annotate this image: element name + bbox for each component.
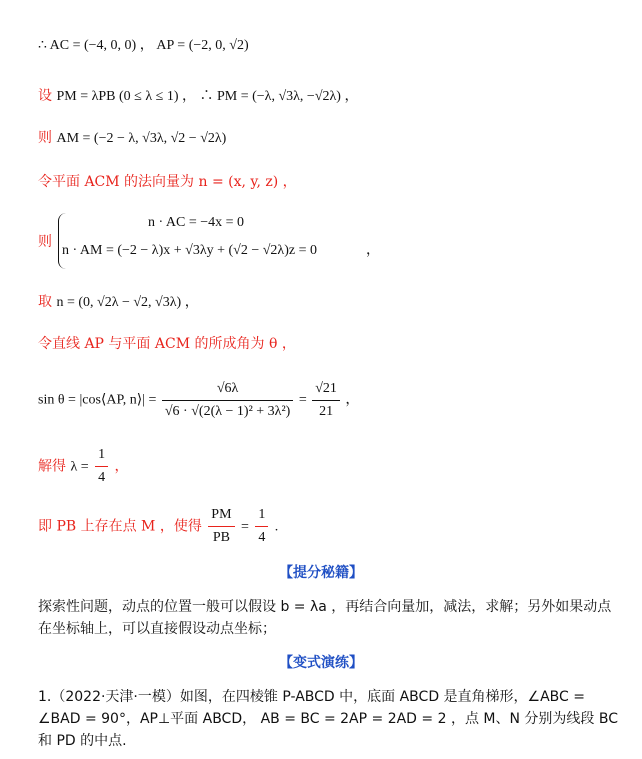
result-numerator: √21 (312, 378, 340, 401)
sin-theta-fraction (162, 378, 293, 423)
line-solve-lambda (38, 444, 129, 489)
result-fraction (312, 378, 340, 423)
equals-sign-2: = (240, 519, 249, 535)
fraction-denominator: √6 · √(2(λ − 1)² + 3λ²) (164, 404, 291, 419)
equation-2: n · AM = (−2 − λ)x + √3λy + (√2 − √2λ)z = 0 (62, 243, 317, 258)
line-angle-theta (38, 334, 296, 354)
normal-vector-text: 令平面 ACM 的法向量为 n = (x, y, z) ， (38, 174, 297, 190)
am-expression: AM = (−2 − λ, √3λ, √2 − √2λ) (56, 131, 227, 146)
fraction-numerator: √6λ (162, 378, 293, 401)
pb-denominator: PB (212, 530, 230, 545)
line-sin-theta (38, 378, 359, 423)
quarter-denominator: 4 (258, 530, 266, 545)
line-conclusion (38, 504, 278, 549)
set-label: 设 (38, 88, 52, 104)
equation-system (38, 213, 398, 269)
quarter-numerator: 1 (255, 504, 268, 527)
period: . (274, 519, 279, 535)
section-title-tips: 【提分秘籍】 (279, 565, 363, 581)
pm-expression: PM = λPB (0 ≤ λ ≤ 1) ， ∴ PM = (−λ, √3λ, −√2λ) ， (56, 89, 359, 104)
comma: ， (366, 243, 380, 258)
result-denominator: 21 (319, 404, 334, 419)
comma-2: ， (345, 392, 360, 408)
vectors-ac-ap: ∴ AC = (−4, 0, 0) ， AP = (−2, 0, √2) (38, 38, 249, 53)
lambda-fraction (95, 444, 108, 489)
then-label: 则 (38, 130, 52, 146)
line-take-n (38, 292, 199, 313)
take-label: 取 (38, 294, 52, 310)
pm-pb-fraction (208, 504, 234, 549)
then-label-2: 则 (38, 234, 52, 250)
line-set-pm (38, 86, 358, 107)
equation-1: n · AC = −4x = 0 (148, 215, 245, 230)
lambda-lhs: λ = (70, 459, 89, 475)
quarter-fraction (255, 504, 268, 549)
sin-theta-lhs: sin θ = |cos⟨AP, n⟩| = (38, 392, 157, 408)
line-vectors-ac-ap (38, 36, 249, 56)
angle-theta-text: 令直线 AP 与平面 ACM 的所成角为 θ ， (38, 336, 296, 352)
lambda-denominator: 4 (98, 470, 106, 485)
system-brace (58, 213, 67, 269)
tips-paragraph: 探索性问题，动点的位置一般可以假设 b = λa ，再结合向量加，减法，求解；另外如果动点在坐标轴上，可以直接假设动点坐标； (38, 599, 612, 637)
solve-label: 解得 (38, 458, 66, 475)
conclusion-text: 即 PB 上存在点 M ，使得 (38, 518, 202, 535)
lambda-numerator: 1 (95, 444, 108, 467)
comma-3: ， (114, 458, 129, 475)
pm-numerator: PM (208, 504, 234, 527)
problem-paragraph: 1.（2022·天津·一模）如图，在四棱锥 P-ABCD 中，底面 ABCD 是直角梯形，∠ABC = ∠BAD = 90°，AP⊥平面 ABCD， AB = BC = 2AP = 2AD = 2 ，点 M、N 分别为线段 BC 和 PD 的中点. (38, 689, 618, 749)
n-value: n = (0, √2λ − √2, √3λ) ， (56, 295, 199, 310)
line-normal-vector (38, 172, 297, 192)
equals-sign: = (298, 392, 307, 408)
section-title-practice: 【变式演练】 (279, 655, 363, 671)
line-am (38, 128, 226, 149)
